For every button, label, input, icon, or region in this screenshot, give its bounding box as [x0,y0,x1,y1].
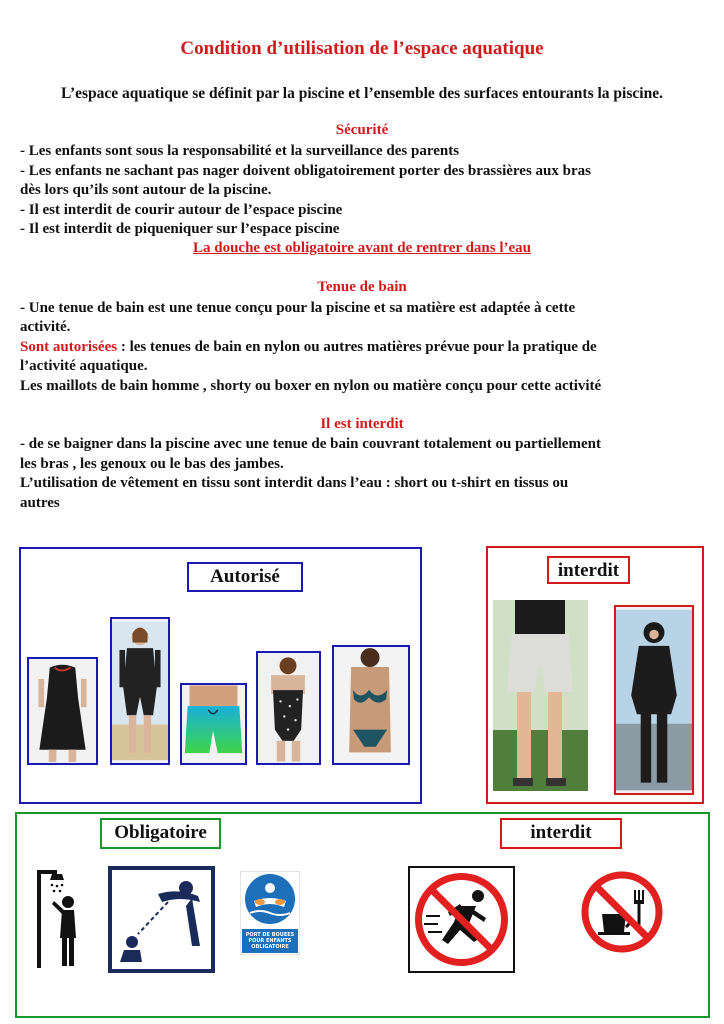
interdit-label-top: interdit [547,556,630,584]
autorisees-label: Sont autorisées [20,339,118,355]
armbands-mandatory-sign [240,871,300,955]
securite-line: - Il est interdit de courir autour de l’espace piscine [20,202,343,218]
parent-supervision-sign [108,866,215,973]
securite-line: - Les enfants ne sachant pas nager doivent obligatoirement porter des brassières aux bras [20,163,591,179]
swimdress-photo [27,657,98,765]
intro-text: L’espace aquatique se définit par la piscine et l’ensemble des surfaces entourants la piscine. [61,85,663,102]
sign-text-line: POUR ENFANTS [248,938,292,944]
interdit-line: les bras , les genoux ou le bas des jambes. [20,456,284,472]
shower-icon [34,868,82,970]
autorisees-text: : les tenues de bain en nylon ou autres matières prévue pour la pratique de [117,339,597,355]
sign-text-line: PORT DE BOUEES [245,932,295,938]
no-eating-sign [580,870,664,954]
tenue-line: Les maillots de bain homme , shorty ou boxer en nylon ou matière conçu pour cette activité [20,378,602,394]
securite-line: - Il est interdit de piqueniquer sur l’espace piscine [20,221,340,237]
securite-line: dès lors qu’ils sont autour de la piscine. [20,182,272,198]
wetsuit-photo [110,617,170,765]
securite-heading: Sécurité [335,122,389,138]
securite-line: - Les enfants sont sous la responsabilité et la surveillance des parents [20,143,460,159]
sign-text-line: OBLIGATOIRE [251,944,289,950]
tenue-line: - Une tenue de bain est une tenue conçu pour la piscine et sa matière est adaptée à cette [20,300,576,316]
tenue-line: activité. [20,319,71,335]
bikini-photo [332,645,410,765]
swim-shorts-photo [180,683,247,765]
tenue-line: l’activité aquatique. [20,358,148,374]
tenue-heading: Tenue de bain [317,279,407,295]
cloth-shorts-photo [493,600,588,791]
polka-swimsuit-photo [256,651,321,765]
obligatoire-label: Obligatoire [100,818,221,849]
autorise-label: Autorisé [187,562,303,592]
no-running-sign [408,866,515,973]
interdit-line: autres [20,495,60,511]
interdit-label-bottom: interdit [500,818,622,849]
page-title: Condition d’utilisation de l’espace aquatique [180,38,544,59]
interdit-line: - de se baigner dans la piscine avec une tenue de bain couvrant totalement ou partiellement [20,436,601,452]
interdit-heading: Il est interdit [320,416,404,432]
shower-rule: La douche est obligatoire avant de rentrer dans l’eau [192,240,532,256]
interdit-line: L’utilisation de vêtement en tissu sont interdit dans l’eau : short ou t-shirt en tissus ou [20,475,569,491]
tenue-autorisees-line [20,338,710,358]
burkini-photo [614,605,694,795]
